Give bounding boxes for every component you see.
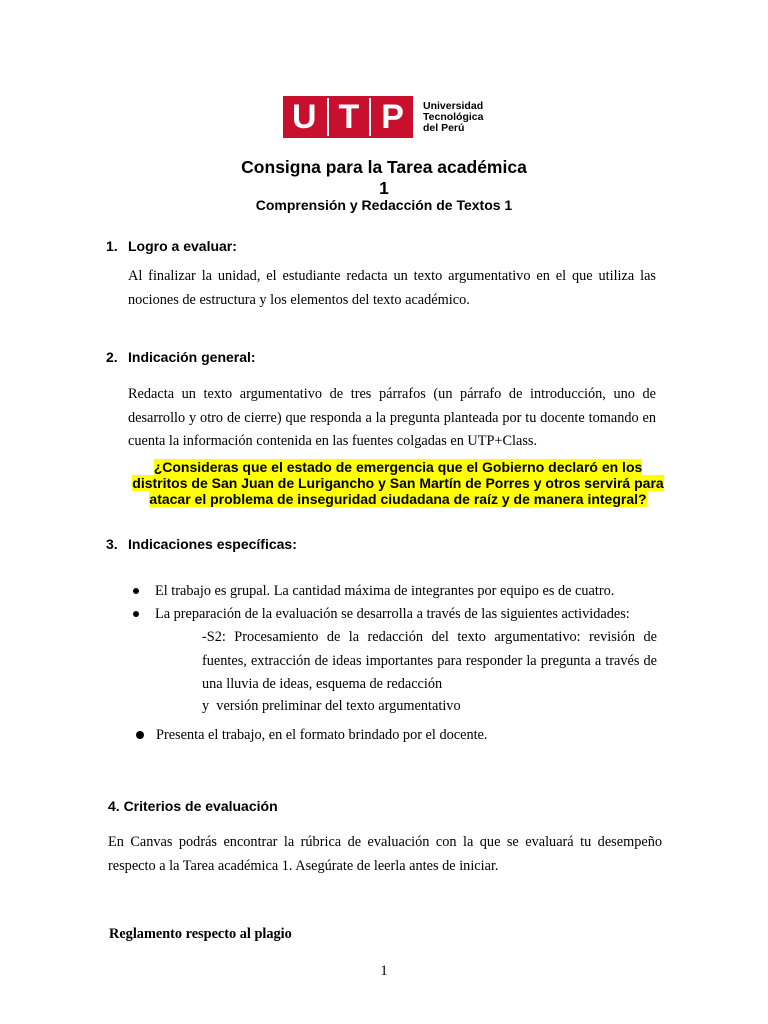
bullet-item [136, 724, 666, 748]
bullet-icon [136, 731, 144, 739]
utp-logo [283, 96, 483, 138]
logo-wordmark [423, 101, 483, 134]
bullet-item [133, 580, 663, 604]
logo-letter-t: T [338, 98, 360, 136]
logo-letter-p: P [381, 98, 404, 136]
section-4-heading: 4. Criterios de evaluación [108, 798, 278, 814]
bullet-text: La preparación de la evaluación se desarrolla a través de las siguientes actividades: [155, 606, 630, 622]
page-number: 1 [380, 963, 388, 979]
bullet-icon [133, 588, 139, 594]
highlighted-question: ¿Consideras que el estado de emergencia que el Gobierno declaró en los distritos de San Juan de Lurigancho y San Martín de Porres y otros servirá para atacar el problema de inseguridad ciudadana de raíz y de manera integral? [132, 459, 664, 507]
logo-letter-u: U [291, 98, 317, 136]
section-1-heading: Logro a evaluar: [128, 238, 237, 254]
bullet-text: Presenta el trabajo, en el formato brindado por el docente. [156, 727, 488, 743]
logo-line-3: del Perú [423, 121, 465, 134]
activity-s2-continuation: y versión preliminar del texto argumentativo [202, 698, 461, 714]
activity-s2-text: -S2: Procesamiento de la redacción del texto argumentativo: revisión de fuentes, extracción de ideas importantes para responder la pregunta a través de una lluvia de ideas, esquema de redacción [202, 629, 657, 692]
logo-separator [369, 98, 371, 136]
section-2-text: Redacta un texto argumentativo de tres párrafos (un párrafo de introducción, uno de desarrollo y otro de cierre) que responda a la pregunta planteada por tu docente tomando en cuenta la información contenida en las fuentes colgadas en UTP+Class. [128, 386, 656, 449]
plagiarism-heading: Reglamento respecto al plagio [109, 926, 292, 942]
document-title-number: 1 [379, 178, 389, 198]
section-3-heading: Indicaciones específicas: [128, 536, 297, 552]
logo-line-1: Universidad [423, 99, 484, 112]
logo-line-2: Tecnológica [423, 110, 484, 123]
utp-logo-mark [283, 96, 413, 138]
document-title: Consigna para la Tarea académica [241, 157, 527, 177]
section-1-text: Al finalizar la unidad, el estudiante redacta un texto argumentativo en el que utiliza las nociones de estructura y los elementos del texto académico. [128, 268, 656, 308]
section-1-number: 1. [106, 238, 118, 254]
bullet-item [133, 603, 663, 627]
bullet-icon [133, 611, 139, 617]
section-2-heading: Indicación general: [128, 349, 256, 365]
document-subtitle: Comprensión y Redacción de Textos 1 [255, 197, 513, 213]
section-4-text: En Canvas podrás encontrar la rúbrica de evaluación con la que se evaluará tu desempeño respecto a la Tarea académica 1. Asegúrate de leerla antes de iniciar. [108, 834, 662, 874]
section-3-number: 3. [106, 536, 118, 552]
assignment-question [128, 459, 668, 507]
section-2-number: 2. [106, 349, 118, 365]
bullet-text: El trabajo es grupal. La cantidad máxima de integrantes por equipo es de cuatro. [155, 583, 615, 599]
logo-separator [327, 98, 329, 136]
